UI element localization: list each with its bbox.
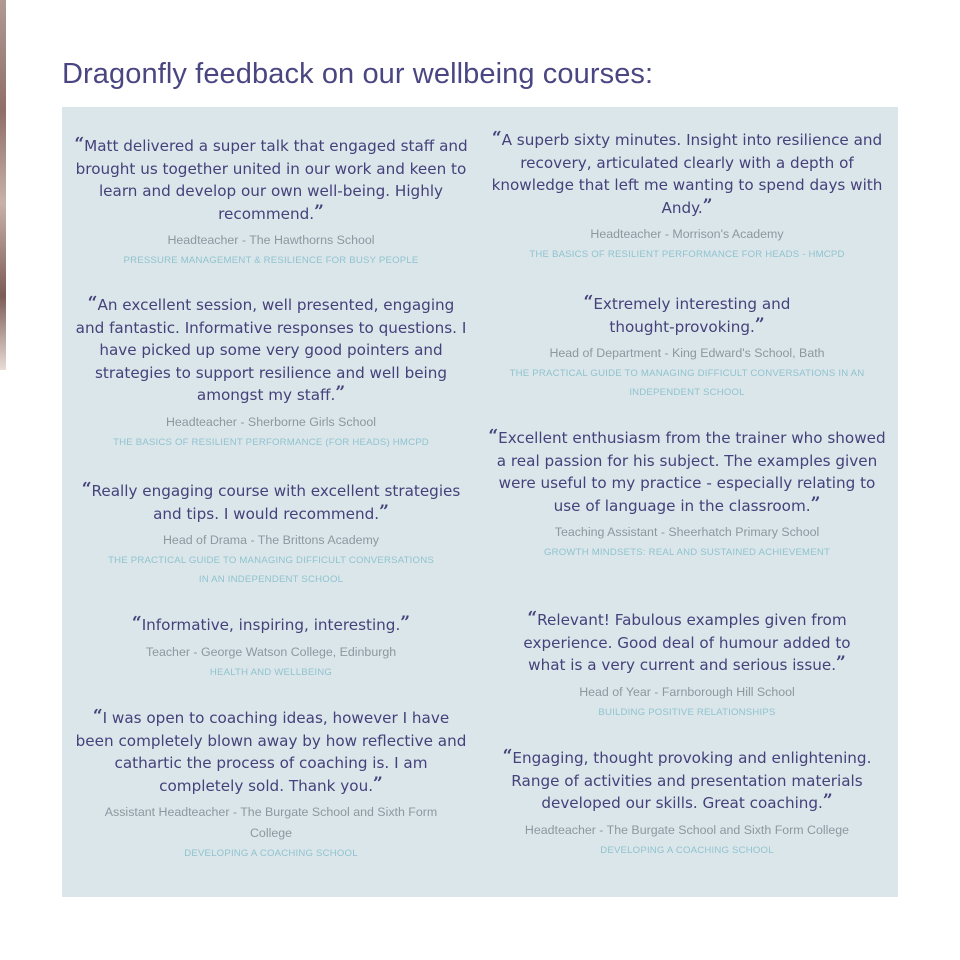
testimonial	[487, 427, 887, 562]
open-quote-mark: “	[87, 293, 98, 313]
testimonial	[74, 614, 468, 682]
open-quote-mark: “	[81, 479, 92, 499]
open-quote-mark: “	[92, 706, 103, 726]
testimonial-quote: Engaging, thought provoking and enlightening. Range of activities and presentation materials developed our skills. Great coaching.	[511, 749, 872, 813]
testimonial-quote: Really engaging course with excellent strategies and tips. I would recommend.	[91, 482, 461, 523]
close-quote-mark: ”	[836, 653, 846, 674]
open-quote-mark: “	[502, 746, 513, 766]
testimonial-quote: Excellent enthusiasm from the trainer who showed a real passion for his subject. The examples given were useful to my practice - especially relating to use of language in the classroom.	[496, 429, 886, 515]
testimonial-quote: Relevant! Fabulous examples given from experience. Good deal of humour added to what is a very current and serious issue.	[523, 611, 851, 675]
testimonial	[487, 129, 887, 264]
testimonial	[487, 609, 887, 722]
testimonial	[487, 747, 887, 860]
testimonial-attribution: Headteacher - The Hawthorns School	[167, 233, 375, 248]
course-name: BUILDING POSITIVE RELATIONSHIPS	[598, 706, 776, 718]
testimonial-quote: A superb sixty minutes. Insight into resilience and recovery, articulated clearly with a depth of knowledge that left me wanting to spend days with Andy.	[491, 131, 883, 217]
close-quote-mark: ”	[335, 383, 346, 404]
testimonial-attribution: Head of Department - King Edward's School, Bath	[549, 346, 825, 361]
open-quote-mark: “	[491, 128, 502, 148]
testimonial	[74, 480, 468, 589]
testimonial-attribution: Headteacher - Sherborne Girls School	[165, 414, 377, 429]
close-quote-mark: ”	[702, 195, 713, 216]
testimonial-quote: Informative, inspiring, interesting.	[141, 616, 401, 634]
testimonial-quote: Extremely interesting and thought-provoking.	[593, 295, 791, 336]
testimonial-attribution: Assistant Headteacher - The Burgate School and Sixth Form College	[104, 805, 438, 841]
open-quote-mark: “	[527, 608, 538, 628]
testimonial	[74, 294, 468, 452]
feedback-panel	[62, 107, 898, 897]
testimonial-attribution: Head of Drama - The Brittons Academy	[162, 533, 379, 548]
course-name: PRESSURE MANAGEMENT & RESILIENCE FOR BUSY PEOPLE	[123, 255, 419, 267]
testimonial-attribution: Headteacher - The Burgate School and Sixth Form College	[524, 822, 850, 837]
open-quote-mark: “	[583, 292, 594, 312]
testimonial-attribution: Head of Year - Farnborough Hill School	[579, 684, 795, 699]
testimonial	[487, 293, 887, 402]
close-quote-mark: ”	[373, 773, 383, 794]
close-quote-mark: ”	[379, 501, 389, 522]
open-quote-mark: “	[131, 613, 142, 633]
course-name: GROWTH MINDSETS: REAL AND SUSTAINED ACHIEVEMENT	[543, 547, 831, 559]
course-name: THE BASICS OF RESILIENT PERFORMANCE (FOR HEADS) HMCPD	[113, 436, 429, 448]
course-name: HEALTH AND WELLBEING	[209, 666, 333, 678]
testimonial-attribution: Headteacher - Morrison's Academy	[590, 227, 784, 242]
course-name: THE PRACTICAL GUIDE TO MANAGING DIFFICULT CONVERSATIONS IN AN INDEPENDENT SCHOOL	[108, 555, 434, 586]
testimonial-quote: An excellent session, well presented, engaging and fantastic. Informative responses to questions. I have picked up some very good pointers and strategies to support resilience and well being amongst my staff.	[75, 296, 467, 405]
close-quote-mark: ”	[314, 201, 324, 222]
course-name: DEVELOPING A COACHING SCHOOL	[184, 848, 358, 860]
close-quote-mark: ”	[810, 493, 821, 514]
testimonial-attribution: Teacher - George Watson College, Edinburgh	[145, 644, 397, 659]
course-name: THE PRACTICAL GUIDE TO MANAGING DIFFICULT CONVERSATIONS IN AN INDEPENDENT SCHOOL	[509, 368, 865, 399]
testimonial	[74, 135, 468, 270]
testimonial	[74, 707, 468, 863]
testimonial-attribution: Teaching Assistant - Sheerhatch Primary School	[554, 525, 820, 540]
testimonial-quote: I was open to coaching ideas, however I have been completely blown away by how reflective and cathartic the process of coaching is. I am completely sold. Thank you.	[75, 709, 467, 795]
testimonial-quote: Matt delivered a super talk that engaged staff and brought us together united in our work and keen to learn and develop our own well-being. Highly recommend.	[75, 137, 468, 223]
close-quote-mark: ”	[754, 314, 765, 335]
close-quote-mark: ”	[822, 791, 833, 812]
open-quote-mark: “	[74, 134, 85, 154]
close-quote-mark: ”	[400, 613, 411, 633]
open-quote-mark: “	[488, 426, 499, 446]
page-title: Dragonfly feedback on our wellbeing courses:	[62, 58, 654, 90]
decorative-photo-edge	[0, 0, 6, 370]
course-name: THE BASICS OF RESILIENT PERFORMANCE FOR HEADS - HMCPD	[529, 249, 845, 261]
course-name: DEVELOPING A COACHING SCHOOL	[600, 844, 774, 856]
